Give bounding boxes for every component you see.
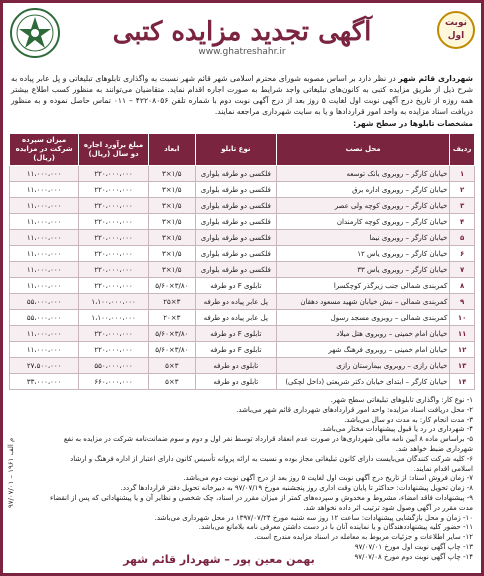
cell-rent-estimate: ۱،۱۰۰،۰۰۰،۰۰۰ <box>79 294 149 310</box>
cell-deposit: ۱۱،۰۰۰،۰۰۰ <box>10 326 79 342</box>
cell-type: فلکسی دو طرفه بلواری <box>195 198 276 214</box>
cell-deposit: ۱۱،۰۰۰،۰۰۰ <box>10 214 79 230</box>
cell-type: پل عابر پیاده دو طرفه <box>195 294 276 310</box>
cell-location: خیابان کارگر – روبروی نیما <box>276 230 449 246</box>
cell-type: فلکسی دو طرفه بلواری <box>195 262 276 278</box>
table-row <box>10 198 475 214</box>
cell-type: فلکسی دو طرفه بلواری <box>195 246 276 262</box>
table-row <box>10 230 475 246</box>
cell-location: کمربندی شمالی جنب زیرگذر کوچکسرا <box>276 278 449 294</box>
note-item: ۴- شهرداری در رد یا قبول پیشنهادات مختار می‌باشد. <box>320 425 473 434</box>
col-header-dimensions: ابعاد <box>148 134 195 166</box>
cell-location: خیابان رازی – روبروی بیمارستان رازی <box>276 358 449 374</box>
cell-location: خیابان کارگر – روبروی اداره برق <box>276 182 449 198</box>
cell-rent-estimate: ۲۲۰،۰۰۰،۰۰۰ <box>79 198 149 214</box>
intro-text: در نظر دارد بر اساس مصوبه شورای محترم اسلامی شهر قائم شهر نسبت به واگذاری تابلوهای تبلیغاتی و پل عابر پیاده به شرح ذیل از طریق مزایده کتبی به کانون‌های تبلیغاتی واجد شرایط به صورت اجاره اقدام نماید. متقاضیان می‌توانند به منظور کسب اطلاع بیشتر همه روزه از تاریخ درج آگهی نوبت اول لغایت ۵ روز بعد از درج آگهی نوبت دوم با شماره تلفن ۴۲۲۰۸۰۵۶ – ۰۱۱ تماس حاصل نموده و به منظور دریافت اسناد مزایده به واحد امور قراردادها و یا به سایت شهرداری مراجعه نمایند. <box>11 74 473 116</box>
cell-location: خیابان کارگر – روبروی کوچه ولی عصر <box>276 198 449 214</box>
table-row <box>10 358 475 374</box>
note-item: ۱۲- سایر اطلاعات و جزئیات مربوط به معامله در اسناد مزایده مندرج است. <box>254 533 473 542</box>
table-row <box>10 278 475 294</box>
cell-row-number: ۸ <box>450 278 475 294</box>
round-badge <box>437 11 475 49</box>
cell-location: خیابان کارگر – روبروی کوچه کارمندان <box>276 214 449 230</box>
cell-rent-estimate: ۱،۱۰۰،۰۰۰،۰۰۰ <box>79 310 149 326</box>
notes-list <box>49 396 473 563</box>
cell-deposit: ۱۱،۰۰۰،۰۰۰ <box>10 198 79 214</box>
col-header-type: نوع تابلو <box>195 134 276 166</box>
table-caption: مشخصات تابلوها در سطح شهر: <box>353 119 473 128</box>
table-header-row <box>10 134 475 166</box>
cell-rent-estimate: ۲۲۰،۰۰۰،۰۰۰ <box>79 246 149 262</box>
cell-dimensions: ۱/۵×۳ <box>148 214 195 230</box>
cell-dimensions: ۱/۵×۳ <box>148 246 195 262</box>
cell-dimensions: ۳×۲۰ <box>148 310 195 326</box>
cell-rent-estimate: ۵۵۰،۰۰۰،۰۰۰ <box>79 358 149 374</box>
table-row <box>10 294 475 310</box>
cell-type: تابلوی F دو طرفه <box>195 326 276 342</box>
cell-location: خیابان امام خمینی – روبروی فرهنگ شهر <box>276 342 449 358</box>
note-item: ۱۴- چاپ آگهی نوبت دوم مورخ ۹۷/۰۷/۰۸ <box>354 552 473 561</box>
table-row <box>10 166 475 182</box>
note-item: ۸- زمان تحویل پیشنهادات: حداکثر تا پایان وقت اداری روز پنجشنبه مورخ ۹۷/۰۷/۱۹ به دبیرخانه تحویل دفتر قراردادها گردد. <box>120 484 473 493</box>
cell-deposit: ۳۳،۰۰۰،۰۰۰ <box>10 374 79 390</box>
note-item: ۹- پیشنهادات فاقد امضاء، مشروط و مخدوش و سپرده‌های کمتر از میزان مقرر در اسناد، چک شخصی و نظایر آن و یا پیشنهاداتی که پس از انقضاء مدت مقرر در آگهی وصول شود ترتیب اثر داده نخواهد شد. <box>49 493 473 512</box>
cell-dimensions: ۱/۵×۳ <box>148 198 195 214</box>
website-url: www.ghatreshahr.ir <box>198 47 286 57</box>
cell-dimensions: ۱/۵×۳ <box>148 182 195 198</box>
cell-dimensions: ۱/۵×۳ <box>148 166 195 182</box>
cell-rent-estimate: ۲۲۰،۰۰۰،۰۰۰ <box>79 342 149 358</box>
cell-rent-estimate: ۲۲۰،۰۰۰،۰۰۰ <box>79 262 149 278</box>
cell-rent-estimate: ۲۲۰،۰۰۰،۰۰۰ <box>79 230 149 246</box>
col-header-row: ردیف <box>450 134 475 166</box>
cell-deposit: ۲۷،۵۰۰،۰۰۰ <box>10 358 79 374</box>
cell-rent-estimate: ۲۲۰،۰۰۰،۰۰۰ <box>79 214 149 230</box>
intro-paragraph <box>11 73 473 129</box>
cell-deposit: ۱۱،۰۰۰،۰۰۰ <box>10 230 79 246</box>
intro-lead: شهرداری قائم شهر <box>398 74 473 83</box>
cell-type: تابلوی دو طرفه <box>195 358 276 374</box>
cell-type: تابلوی دو طرفه <box>195 374 276 390</box>
cell-rent-estimate: ۲۲۰،۰۰۰،۰۰۰ <box>79 166 149 182</box>
col-header-location: محل نصب <box>276 134 449 166</box>
cell-row-number: ۵ <box>450 230 475 246</box>
cell-deposit: ۱۱،۰۰۰،۰۰۰ <box>10 166 79 182</box>
cell-rent-estimate: ۲۲۰،۰۰۰،۰۰۰ <box>79 326 149 342</box>
cell-rent-estimate: ۲۲۰،۰۰۰،۰۰۰ <box>79 278 149 294</box>
table-body <box>10 166 475 390</box>
note-item: ۱۱- حضور کلیه پیشنهاددهندگان و یا نماینده آنان با در دست داشتن معرفی نامه بلامانع می‌باشد. <box>198 523 473 532</box>
cell-type: فلکسی دو طرفه بلواری <box>195 182 276 198</box>
table-row <box>10 374 475 390</box>
cell-dimensions: ۱/۵×۳ <box>148 230 195 246</box>
cell-row-number: ۱ <box>450 166 475 182</box>
cell-location: خیابان کارگر – روبروی بانک توسعه <box>276 166 449 182</box>
cell-dimensions: ۳/۸۰×۵/۶۰ <box>148 326 195 342</box>
cell-row-number: ۴ <box>450 214 475 230</box>
cell-row-number: ۶ <box>450 246 475 262</box>
table-row <box>10 326 475 342</box>
cell-location: خیابان کارگر – روبروی یاس ۳۳ <box>276 262 449 278</box>
cell-deposit: ۱۱،۰۰۰،۰۰۰ <box>10 342 79 358</box>
note-item: ۱- نوع کار: واگذاری تابلوهای تبلیغاتی سطح شهر. <box>330 396 473 404</box>
cell-location: خیابان کارگر – روبروی یاس ۱۲ <box>276 246 449 262</box>
cell-type: فلکسی دو طرفه بلواری <box>195 166 276 182</box>
cell-dimensions: ۳/۸۰×۵/۶۰ <box>148 342 195 358</box>
note-item: ۱۳- چاپ آگهی نوبت اول مورخ ۹۷/۰۷/۰۱ <box>354 542 473 551</box>
cell-location: کمربندی شمالی – نبش خیابان شهید مسعود دهقان <box>276 294 449 310</box>
cell-type: فلکسی دو طرفه بلواری <box>195 214 276 230</box>
cell-location: خیابان کارگر – ابتدای خیابان دکتر شریعتی (داخل لچکی) <box>276 374 449 390</box>
cell-dimensions: ۳×۵ <box>148 358 195 374</box>
cell-deposit: ۱۱،۰۰۰،۰۰۰ <box>10 246 79 262</box>
cell-deposit: ۵۵،۰۰۰،۰۰۰ <box>10 310 79 326</box>
cell-deposit: ۵۵،۰۰۰،۰۰۰ <box>10 294 79 310</box>
round-badge-label: نوبت اول <box>445 18 467 41</box>
header <box>3 3 481 69</box>
cell-row-number: ۱۴ <box>450 374 475 390</box>
cell-type: تابلوی F دو طرفه <box>195 278 276 294</box>
col-header-deposit: میزان سپرده شرکت در مزایده (ریال) <box>10 134 79 166</box>
table-row <box>10 310 475 326</box>
cell-row-number: ۲ <box>450 182 475 198</box>
note-item: ۲- محل دریافت اسناد مزایده: واحد امور قراردادهای شهرداری قائم شهر می‌باشد. <box>236 405 473 414</box>
cell-row-number: ۱۰ <box>450 310 475 326</box>
cell-row-number: ۱۳ <box>450 358 475 374</box>
page-title: آگهی تجدید مزایده کتبی <box>112 17 372 47</box>
table-row <box>10 246 475 262</box>
signature: بهمن معین پور – شهردار قائم شهر <box>123 553 315 566</box>
cell-row-number: ۱۲ <box>450 342 475 358</box>
cell-rent-estimate: ۲۲۰،۰۰۰،۰۰۰ <box>79 182 149 198</box>
note-item: ۳- مدت انجام کار: به مدت دو سال می‌باشد. <box>344 415 473 424</box>
cell-rent-estimate: ۶۶۰،۰۰۰،۰۰۰ <box>79 374 149 390</box>
cell-type: پل عابر پیاده دو طرفه <box>195 310 276 326</box>
cell-row-number: ۹ <box>450 294 475 310</box>
cell-type: تابلوی F دو طرفه <box>195 342 276 358</box>
table-row <box>10 262 475 278</box>
cell-row-number: ۷ <box>450 262 475 278</box>
cell-row-number: ۳ <box>450 198 475 214</box>
cell-dimensions: ۳/۸۰×۵/۶۰ <box>148 278 195 294</box>
table-row <box>10 214 475 230</box>
cell-row-number: ۱۱ <box>450 326 475 342</box>
note-item: ۱۰- زمان و محل بازگشایی پیشنهادات: ساعت ۱۲ روز سه شنبه مورخ ۱۳۹۷/۰۷/۲۴ در محل شهرداری می‌باشد. <box>154 513 473 522</box>
side-reference-id: م الف ۱۹۶۱ – ۹۷/۰۷/۰۱ <box>7 437 15 509</box>
cell-location: خیابان امام خمینی – روبروی هتل میلاد <box>276 326 449 342</box>
table-row <box>10 342 475 358</box>
cell-dimensions: ۳×۲۵ <box>148 294 195 310</box>
cell-deposit: ۱۱،۰۰۰،۰۰۰ <box>10 278 79 294</box>
note-item: ۶- کلیه شرکت کنندگان می‌بایست دارای کانون تبلیغاتی مجاز بوده و نسبت به ارائه پروانه تأسیس کانون دارای اعتبار از اداره فرهنگ و ارشاد اسلامی اقدام نمایند. <box>70 454 473 473</box>
cell-location: کمربندی شمالی – روبروی مسجد رسول <box>276 310 449 326</box>
cell-deposit: ۱۱،۰۰۰،۰۰۰ <box>10 262 79 278</box>
cell-type: فلکسی دو طرفه بلواری <box>195 230 276 246</box>
table-row <box>10 182 475 198</box>
col-header-rent-estimate: مبلغ برآورد اجاره دو سال (ریال) <box>79 134 149 166</box>
cell-deposit: ۱۱،۰۰۰،۰۰۰ <box>10 182 79 198</box>
note-item: ۷- زمان فروش اسناد: از تاریخ درج آگهی نوبت اول لغایت ۵ روز بعد از درج آگهی نوبت دوم می‌باشد. <box>183 474 473 483</box>
billboards-table <box>9 133 475 390</box>
note-item: ۵- براساس ماده ۸ آیین نامه مالی شهرداری‌ها در صورت عدم انعقاد قرارداد توسط نفر اول و دوم و سوم ضمانت‌نامه شرکت در مزایده به نفع شهرداری ضبط خواهد شد. <box>63 435 473 453</box>
cell-dimensions: ۳×۵ <box>148 374 195 390</box>
cell-dimensions: ۱/۵×۳ <box>148 262 195 278</box>
